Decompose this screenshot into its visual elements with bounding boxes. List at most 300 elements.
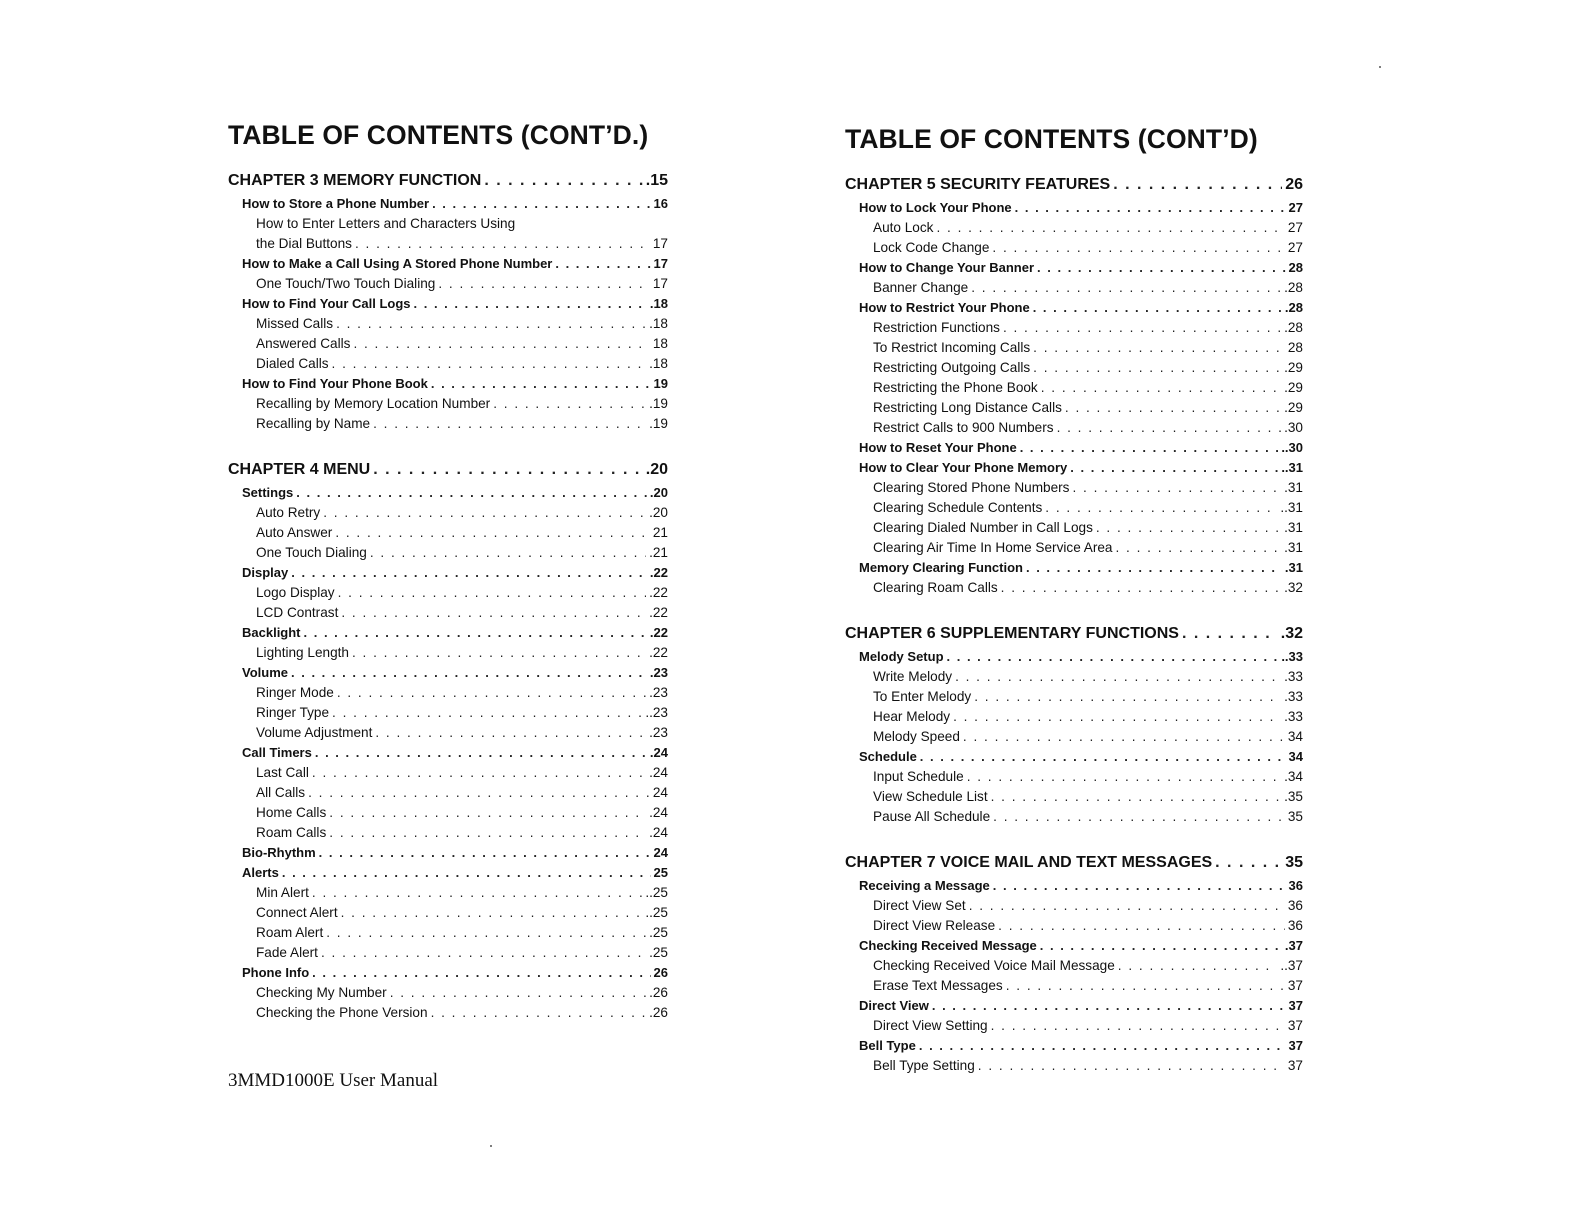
dot-leader (431, 1003, 647, 1023)
section-entry-title: How to Clear Your Phone Memory (859, 460, 1068, 475)
dot-leader (947, 647, 1279, 667)
subsection-entry-row (228, 643, 668, 663)
subsection-entry-title: Auto Lock (873, 220, 934, 235)
subsection-entry-row (845, 1056, 1303, 1076)
dot-leader (323, 503, 646, 523)
subsection-entry-page-number: .21 (649, 545, 668, 560)
chapter-block (845, 851, 1303, 1076)
dot-leader (967, 767, 1281, 787)
subsection-entry-page-number: .35 (1284, 789, 1303, 804)
section-entry-title: Checking Received Message (859, 938, 1037, 953)
subsection-entry-row (845, 687, 1303, 707)
section-entry-title: How to Change Your Banner (859, 260, 1035, 275)
section-entry-page-number: .22 (649, 565, 668, 580)
subsection-entry-title: Restriction Functions (873, 320, 1000, 335)
subsection-entry-page-number: .29 (1284, 400, 1303, 415)
subsection-entry-row (845, 727, 1303, 747)
subsection-entry-row (228, 334, 668, 354)
subsection-entry-page-number: .24 (649, 765, 668, 780)
section-entry-page-number: 25 (653, 865, 668, 880)
subsection-entry-row (228, 603, 668, 623)
subsection-entry-title: Checking Received Voice Mail Message (873, 958, 1115, 973)
chapter-heading-page-number: .20 (645, 461, 668, 478)
subsection-entry-row (228, 503, 668, 523)
subsection-entry-title: How to Enter Letters and Characters Using (256, 216, 516, 231)
subsection-entry-row (845, 787, 1303, 807)
dot-leader (969, 896, 1285, 916)
dot-leader (993, 807, 1285, 827)
subsection-entry-title: Dialed Calls (256, 356, 329, 371)
subsection-entry-title: Clearing Schedule Contents (873, 500, 1043, 515)
chapter-heading-title: CHAPTER 4 MENU (228, 461, 371, 478)
dot-leader (1020, 438, 1279, 458)
dot-leader (1033, 358, 1281, 378)
dot-leader (1072, 478, 1281, 498)
dot-leader (1116, 538, 1282, 558)
dot-leader (1003, 318, 1281, 338)
dot-leader (1182, 622, 1278, 646)
subsection-entry-row (228, 943, 668, 963)
section-entry-title: How to Reset Your Phone (859, 440, 1017, 455)
subsection-entry-row (228, 923, 668, 943)
subsection-entry-title: Bell Type Setting (873, 1058, 975, 1073)
subsection-entry-row (845, 338, 1303, 358)
manual-footer: 3MMD1000E User Manual (228, 1070, 439, 1091)
subsection-entry-row (228, 414, 668, 434)
subsection-entry-title: Answered Calls (256, 336, 351, 351)
subsection-entry-page-number: .22 (649, 645, 668, 660)
subsection-entry-title: Clearing Roam Calls (873, 580, 998, 595)
subsection-entry-row (228, 703, 668, 723)
subsection-entry-row (845, 478, 1303, 498)
subsection-entry-page-number: .28 (1284, 320, 1303, 335)
section-entry-row (845, 258, 1303, 278)
left-chapter-list (228, 169, 668, 1023)
subsection-entry-page-number: .24 (649, 825, 668, 840)
subsection-entry-row (845, 518, 1303, 538)
dot-leader (1006, 976, 1285, 996)
subsection-entry-row (228, 214, 668, 234)
subsection-entry-page-number: .31 (1284, 540, 1303, 555)
subsection-entry-title: View Schedule List (873, 789, 988, 804)
subsection-entry-title: To Restrict Incoming Calls (873, 340, 1031, 355)
section-entry-title: How to Find Your Call Logs (242, 296, 411, 311)
dot-leader (932, 996, 1286, 1016)
dot-leader (920, 747, 1286, 767)
section-entry-row (228, 843, 668, 863)
dot-leader (353, 334, 649, 354)
dot-leader (484, 169, 642, 193)
dot-leader (1015, 198, 1286, 218)
dot-leader (352, 643, 646, 663)
section-entry-title: Schedule (859, 749, 917, 764)
section-entry-page-number: .23 (649, 665, 668, 680)
section-entry-row (845, 438, 1303, 458)
subsection-entry-page-number: .26 (649, 985, 668, 1000)
subsection-entry-title: Direct View Set (873, 898, 966, 913)
dot-leader (321, 943, 646, 963)
dot-leader (1040, 936, 1282, 956)
section-entry-row (845, 298, 1303, 318)
subsection-entry-row (228, 523, 668, 543)
section-entry-page-number: 37 (1288, 998, 1303, 1013)
section-entry-title: Volume (242, 665, 288, 680)
dot-leader (1065, 398, 1281, 418)
dot-leader (326, 923, 646, 943)
subsection-entry-title: Missed Calls (256, 316, 334, 331)
section-entry-page-number: .24 (649, 745, 668, 760)
subsection-entry-title: Clearing Stored Phone Numbers (873, 480, 1070, 495)
section-entry-row (228, 194, 668, 214)
dot-leader (1096, 518, 1281, 538)
section-entry-title: How to Store a Phone Number (242, 196, 430, 211)
subsection-entry-title: Lock Code Change (873, 240, 990, 255)
dot-leader (1033, 298, 1282, 318)
section-entry-title: How to Find Your Phone Book (242, 376, 428, 391)
subsection-entry-title: Clearing Dialed Number in Call Logs (873, 520, 1093, 535)
section-entry-page-number: 27 (1288, 200, 1303, 215)
subsection-entry-page-number: .19 (649, 416, 668, 431)
subsection-entry-page-number: 24 (652, 785, 668, 800)
subsection-entry-page-number: 35 (1287, 809, 1303, 824)
section-entry-page-number: .31 (1284, 560, 1303, 575)
dot-leader (991, 1016, 1285, 1036)
dot-leader (304, 623, 647, 643)
dot-leader (332, 354, 647, 374)
subsection-entry-title: Restrict Calls to 900 Numbers (873, 420, 1054, 435)
section-entry-page-number: ..33 (1281, 649, 1303, 664)
dot-leader (493, 394, 646, 414)
subsection-entry-title: To Enter Melody (873, 689, 972, 704)
section-entry-row (228, 663, 668, 683)
section-entry-title: How to Lock Your Phone (859, 200, 1012, 215)
dot-leader (1045, 498, 1277, 518)
subsection-entry-page-number: .29 (1284, 380, 1303, 395)
chapter-heading-page-number: .15 (645, 172, 668, 189)
subsection-entry-title: Roam Alert (256, 925, 324, 940)
subsection-entry-title: Last Call (256, 765, 309, 780)
section-entry-row (228, 563, 668, 583)
section-entry-row (228, 254, 668, 274)
subsection-entry-title: Ringer Type (256, 705, 330, 720)
subsection-entry-row (845, 916, 1303, 936)
dot-leader (370, 543, 646, 563)
chapter-heading-title: CHAPTER 5 SECURITY FEATURES (845, 176, 1111, 193)
dot-leader (978, 1056, 1285, 1076)
subsection-entry-page-number: .25 (649, 925, 668, 940)
subsection-entry-page-number: .33 (1284, 709, 1303, 724)
dot-leader (282, 863, 651, 883)
subsection-entry-title: Fade Alert (256, 945, 318, 960)
subsection-entry-row (228, 314, 668, 334)
scan-speck (490, 1145, 492, 1147)
dot-leader (332, 703, 642, 723)
section-entry-title: Settings (242, 485, 294, 500)
subsection-entry-page-number: ..31 (1280, 500, 1303, 515)
dot-leader (341, 603, 646, 623)
subsection-entry-row (228, 883, 668, 903)
subsection-entry-row (845, 358, 1303, 378)
dot-leader (991, 787, 1281, 807)
dot-leader (341, 903, 643, 923)
subsection-entry-page-number: .33 (1284, 689, 1303, 704)
subsection-entry-title: Recalling by Memory Location Number (256, 396, 491, 411)
subsection-entry-title: Restricting Long Distance Calls (873, 400, 1062, 415)
subsection-entry-row (228, 274, 668, 294)
section-entry-row (845, 198, 1303, 218)
section-entry-row (845, 936, 1303, 956)
dot-leader (319, 843, 651, 863)
subsection-entry-page-number: .23 (649, 685, 668, 700)
section-entry-page-number: ..31 (1281, 460, 1303, 475)
subsection-entry-title: Checking My Number (256, 985, 387, 1000)
subsection-entry-page-number: 18 (652, 336, 668, 351)
dot-leader (336, 314, 646, 334)
right-page-title: TABLE OF CONTENTS (CONT’D) (845, 124, 1258, 154)
section-entry-row (228, 743, 668, 763)
dot-leader (432, 194, 650, 214)
dot-leader (431, 374, 651, 394)
dot-leader (291, 663, 647, 683)
section-entry-page-number: 24 (653, 845, 668, 860)
chapter-block (845, 173, 1303, 598)
subsection-entry-page-number: 36 (1287, 898, 1303, 913)
subsection-entry-row (845, 378, 1303, 398)
dot-leader (390, 983, 646, 1003)
section-entry-row (845, 558, 1303, 578)
section-entry-row (845, 458, 1303, 478)
subsection-entry-page-number: 37 (1287, 978, 1303, 993)
subsection-entry-page-number: 37 (1287, 1018, 1303, 1033)
subsection-entry-title: Hear Melody (873, 709, 951, 724)
subsection-entry-title: Input Schedule (873, 769, 964, 784)
subsection-entry-page-number: .22 (649, 605, 668, 620)
dot-leader (1041, 378, 1281, 398)
subsection-entry-row (845, 807, 1303, 827)
section-entry-row (845, 1036, 1303, 1056)
section-entry-title: Phone Info (242, 965, 310, 980)
subsection-entry-row (845, 278, 1303, 298)
dot-leader (296, 483, 647, 503)
subsection-entry-page-number: .34 (1284, 769, 1303, 784)
dot-leader (1026, 558, 1282, 578)
subsection-entry-title: Ringer Mode (256, 685, 334, 700)
section-entry-title: Backlight (242, 625, 301, 640)
subsection-entry-row (228, 903, 668, 923)
subsection-entry-row (845, 218, 1303, 238)
subsection-entry-title: Connect Alert (256, 905, 338, 920)
subsection-entry-row (228, 394, 668, 414)
section-entry-row (228, 963, 668, 983)
dot-leader (936, 218, 1284, 238)
chapter-heading-row (845, 622, 1303, 646)
subsection-entry-row (228, 234, 668, 254)
subsection-entry-page-number: ..37 (1280, 958, 1303, 973)
dot-leader (1118, 956, 1278, 976)
section-entry-page-number: 16 (653, 196, 668, 211)
dot-leader (355, 234, 650, 254)
dot-leader (998, 916, 1285, 936)
subsection-entry-row (845, 318, 1303, 338)
dot-leader (953, 707, 1281, 727)
subsection-entry-page-number: 34 (1287, 729, 1303, 744)
subsection-entry-row (845, 767, 1303, 787)
dot-leader (337, 683, 646, 703)
dot-leader (338, 583, 647, 603)
section-entry-page-number: .22 (649, 625, 668, 640)
subsection-entry-title: Auto Retry (256, 505, 321, 520)
subsection-entry-page-number: .28 (1284, 280, 1303, 295)
subsection-entry-title: Lighting Length (256, 645, 349, 660)
subsection-entry-row (228, 823, 668, 843)
dot-leader (1070, 458, 1278, 478)
chapter-heading-row (228, 169, 668, 193)
dot-leader (555, 254, 650, 274)
dot-leader (1037, 258, 1286, 278)
dot-leader (291, 563, 647, 583)
section-entry-title: Bell Type (859, 1038, 916, 1053)
subsection-entry-title: Melody Speed (873, 729, 960, 744)
chapter-heading-title: CHAPTER 3 MEMORY FUNCTION (228, 172, 482, 189)
dot-leader (993, 876, 1286, 896)
subsection-entry-page-number: 36 (1287, 918, 1303, 933)
subsection-entry-title: Restricting Outgoing Calls (873, 360, 1031, 375)
subsection-entry-row (228, 803, 668, 823)
subsection-entry-row (228, 1003, 668, 1023)
subsection-entry-title: Min Alert (256, 885, 309, 900)
section-entry-page-number: ..30 (1281, 440, 1303, 455)
dot-leader (308, 783, 650, 803)
dot-leader (312, 763, 646, 783)
subsection-entry-title: LCD Contrast (256, 605, 339, 620)
chapter-block (228, 458, 668, 1023)
subsection-entry-row (845, 667, 1303, 687)
section-entry-page-number: .28 (1284, 300, 1303, 315)
subsection-entry-page-number: .31 (1284, 480, 1303, 495)
dot-leader (373, 458, 643, 482)
subsection-entry-title: Roam Calls (256, 825, 327, 840)
dot-leader (414, 294, 647, 314)
section-entry-row (228, 483, 668, 503)
subsection-entry-title: Restricting the Phone Book (873, 380, 1038, 395)
subsection-entry-row (845, 238, 1303, 258)
subsection-entry-row (228, 683, 668, 703)
section-entry-row (845, 996, 1303, 1016)
subsection-entry-row (845, 976, 1303, 996)
subsection-entry-title: Direct View Release (873, 918, 996, 933)
subsection-entry-page-number: 27 (1287, 240, 1303, 255)
right-page (845, 124, 1303, 1100)
subsection-entry-title: Volume Adjustment (256, 725, 373, 740)
dot-leader (335, 523, 650, 543)
subsection-entry-page-number: .19 (649, 396, 668, 411)
dot-leader (315, 743, 647, 763)
subsection-entry-row (228, 543, 668, 563)
subsection-entry-title: Banner Change (873, 280, 969, 295)
section-entry-row (845, 876, 1303, 896)
section-entry-title: How to Make a Call Using A Stored Phone Number (242, 256, 553, 271)
subsection-entry-page-number: 28 (1287, 340, 1303, 355)
subsection-entry-title: Clearing Air Time In Home Service Area (873, 540, 1113, 555)
section-entry-page-number: 28 (1288, 260, 1303, 275)
subsection-entry-row (845, 707, 1303, 727)
section-entry-page-number: 34 (1288, 749, 1303, 764)
subsection-entry-page-number: ..25 (645, 905, 668, 920)
scan-speck (1379, 66, 1381, 68)
chapter-heading-title: CHAPTER 6 SUPPLEMENTARY FUNCTIONS (845, 625, 1179, 642)
subsection-entry-page-number: .20 (649, 505, 668, 520)
subsection-entry-title: Erase Text Messages (873, 978, 1003, 993)
chapter-heading-page-number: 26 (1285, 176, 1303, 193)
subsection-entry-page-number: .32 (1284, 580, 1303, 595)
subsection-entry-row (845, 578, 1303, 598)
dot-leader (329, 803, 646, 823)
section-entry-row (845, 747, 1303, 767)
section-entry-page-number: 37 (1288, 1038, 1303, 1053)
subsection-entry-page-number: ..25 (645, 885, 668, 900)
subsection-entry-row (228, 354, 668, 374)
subsection-entry-page-number: .31 (1284, 520, 1303, 535)
subsection-entry-page-number: .18 (649, 316, 668, 331)
subsection-entry-row (228, 723, 668, 743)
subsection-entry-title: All Calls (256, 785, 306, 800)
subsection-entry-row (845, 418, 1303, 438)
left-page-title: TABLE OF CONTENTS (CONT’D.) (228, 120, 649, 150)
dot-leader (375, 723, 646, 743)
section-entry-title: How to Restrict Your Phone (859, 300, 1030, 315)
section-entry-title: Bio-Rhythm (242, 845, 316, 860)
chapter-heading-row (228, 458, 668, 482)
right-chapter-list (845, 173, 1303, 1076)
chapter-heading-page-number: 35 (1285, 854, 1303, 871)
dot-leader (992, 238, 1284, 258)
chapter-heading-title: CHAPTER 7 VOICE MAIL AND TEXT MESSAGES (845, 854, 1213, 871)
subsection-entry-row (228, 583, 668, 603)
section-entry-title: Direct View (859, 998, 929, 1013)
dot-leader (919, 1036, 1286, 1056)
dot-leader (1057, 418, 1282, 438)
subsection-entry-page-number: 27 (1287, 220, 1303, 235)
dot-leader (373, 414, 646, 434)
subsection-entry-title: Home Calls (256, 805, 327, 820)
subsection-entry-row (845, 956, 1303, 976)
section-entry-title: Call Timers (242, 745, 312, 760)
subsection-entry-row (845, 398, 1303, 418)
section-entry-row (228, 863, 668, 883)
subsection-entry-row (845, 498, 1303, 518)
subsection-entry-title: Auto Answer (256, 525, 333, 540)
section-entry-title: Melody Setup (859, 649, 944, 664)
subsection-entry-row (228, 983, 668, 1003)
section-entry-title: Display (242, 565, 289, 580)
subsection-entry-page-number: .33 (1284, 669, 1303, 684)
section-entry-page-number: 26 (653, 965, 668, 980)
subsection-entry-row (228, 783, 668, 803)
section-entry-title: Memory Clearing Function (859, 560, 1023, 575)
section-entry-page-number: .18 (649, 296, 668, 311)
subsection-entry-title: Write Melody (873, 669, 953, 684)
section-entry-page-number: .37 (1284, 938, 1303, 953)
section-entry-row (228, 294, 668, 314)
subsection-entry-title: Checking the Phone Version (256, 1005, 428, 1020)
subsection-entry-row (845, 896, 1303, 916)
dot-leader (971, 278, 1281, 298)
section-entry-row (845, 647, 1303, 667)
subsection-entry-page-number: .29 (1284, 360, 1303, 375)
subsection-entry-row (845, 1016, 1303, 1036)
subsection-entry-title: the Dial Buttons (256, 236, 352, 251)
subsection-entry-page-number: .25 (649, 945, 668, 960)
